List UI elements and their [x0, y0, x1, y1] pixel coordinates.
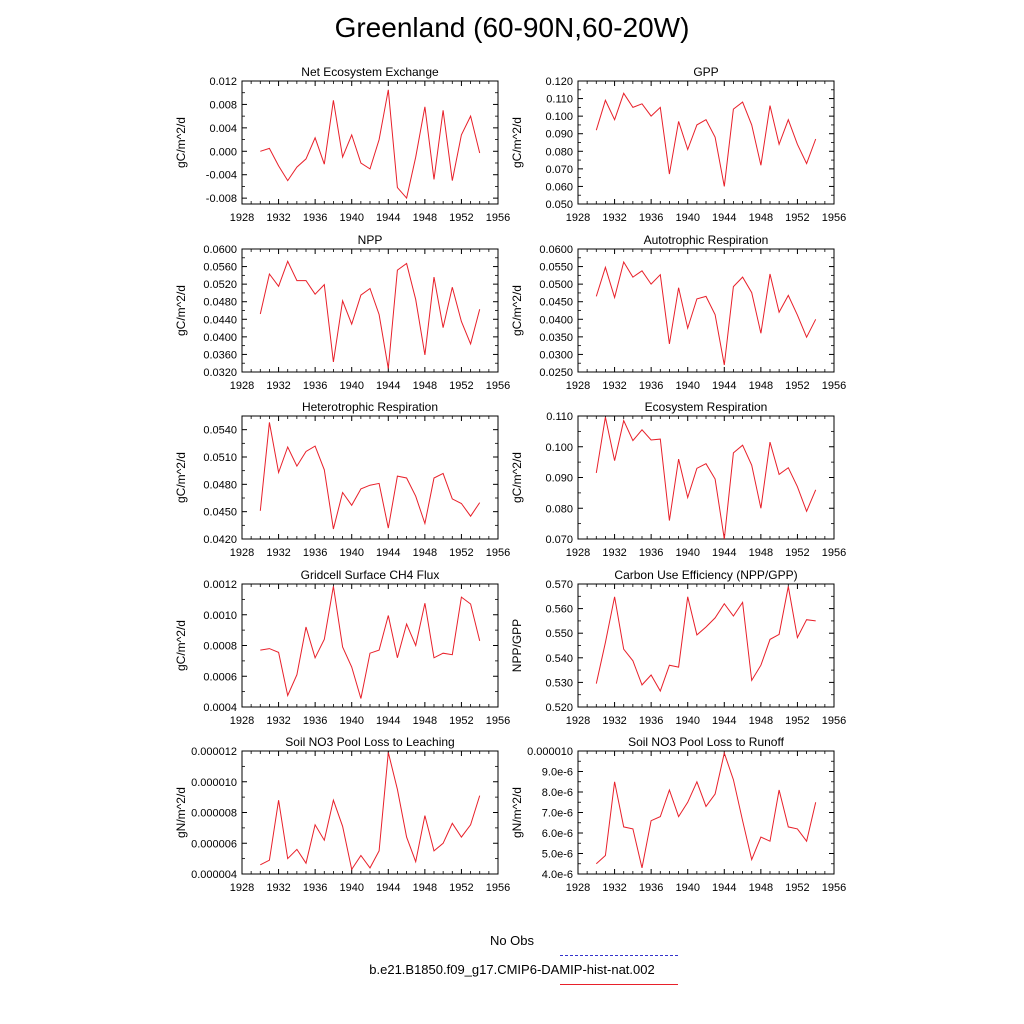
x-tick-label: 1928 — [565, 380, 591, 392]
x-tick-label: 1948 — [412, 547, 438, 559]
y-tick-label: 7.0e-6 — [541, 807, 573, 820]
y-axis-label: gC/m^2/d — [174, 285, 188, 336]
x-tick-label: 1928 — [565, 547, 591, 559]
y-axis-label: gC/m^2/d — [510, 285, 524, 336]
y-tick-label: 0.0480 — [203, 296, 237, 309]
x-tick-label: 1936 — [302, 715, 328, 727]
y-axis-label: gN/m^2/d — [510, 787, 524, 838]
chart-title: Heterotrophic Respiration — [301, 400, 439, 414]
x-tick-label: 1932 — [266, 715, 291, 727]
x-tick-label: 1956 — [821, 547, 847, 559]
x-tick-label: 1956 — [821, 212, 847, 224]
y-tick-label: 0.000 — [209, 146, 237, 159]
y-tick-label: 0.0450 — [203, 506, 237, 519]
y-tick-label: 0.000012 — [191, 746, 237, 758]
x-tick-label: 1928 — [229, 715, 255, 727]
x-tick-label: 1940 — [675, 882, 700, 894]
y-tick-label: 0.520 — [545, 702, 573, 714]
y-tick-label: 0.100 — [545, 111, 573, 124]
x-tick-label: 1948 — [748, 715, 774, 727]
y-tick-label: 0.0420 — [203, 534, 237, 546]
y-tick-label: 0.540 — [545, 652, 573, 665]
x-tick-label: 1948 — [748, 380, 774, 392]
x-tick-label: 1952 — [449, 547, 474, 559]
page-title: Greenland (60-90N,60-20W) — [334, 12, 690, 43]
x-tick-label: 1944 — [712, 212, 737, 224]
x-tick-label: 1952 — [785, 547, 810, 559]
chart-panel — [510, 233, 846, 392]
y-tick-label: 0.000008 — [191, 807, 237, 820]
series-line — [260, 422, 479, 529]
y-tick-label: 0.070 — [545, 163, 573, 176]
x-tick-label: 1932 — [602, 715, 627, 727]
y-tick-label: 0.0550 — [539, 261, 573, 274]
chart-panel — [510, 568, 846, 727]
y-tick-label: 0.0320 — [203, 367, 237, 379]
x-tick-label: 1928 — [565, 882, 591, 894]
y-axis-label: NPP/GPP — [510, 618, 524, 673]
x-tick-label: 1944 — [376, 380, 401, 392]
chart-panel — [510, 65, 846, 224]
x-tick-label: 1948 — [412, 715, 438, 727]
y-tick-label: 0.060 — [545, 181, 573, 194]
plot-frame — [578, 584, 834, 707]
y-tick-label: 0.0008 — [203, 640, 237, 653]
y-tick-label: 0.0440 — [203, 314, 237, 327]
chart-panel — [510, 735, 846, 894]
y-tick-label: 0.570 — [545, 579, 573, 591]
series-line — [596, 262, 815, 365]
x-tick-label: 1936 — [638, 212, 664, 224]
y-tick-label: 0.0600 — [203, 244, 237, 256]
y-tick-label: 0.080 — [545, 146, 573, 159]
x-tick-label: 1936 — [302, 882, 328, 894]
y-tick-label: 0.008 — [209, 99, 237, 112]
chart-title: Soil NO3 Pool Loss to Leaching — [285, 735, 455, 749]
x-tick-label: 1956 — [821, 882, 847, 894]
series-line — [596, 753, 815, 868]
y-tick-label: 0.0560 — [203, 261, 237, 274]
x-tick-label: 1956 — [821, 715, 847, 727]
x-tick-label: 1956 — [485, 882, 511, 894]
y-tick-label: 0.120 — [545, 76, 573, 88]
x-tick-label: 1944 — [376, 547, 401, 559]
y-tick-label: 0.000006 — [191, 838, 237, 851]
y-tick-label: 0.0350 — [539, 331, 573, 344]
chart-title: NPP — [357, 233, 383, 247]
x-tick-label: 1952 — [785, 715, 810, 727]
y-tick-label: 0.110 — [546, 411, 573, 423]
chart-title: Gridcell Surface CH4 Flux — [300, 568, 440, 582]
y-axis-label: gC/m^2/d — [510, 452, 524, 503]
x-tick-label: 1932 — [602, 547, 627, 559]
x-tick-label: 1948 — [412, 212, 438, 224]
x-tick-label: 1928 — [229, 212, 255, 224]
y-tick-label: -0.008 — [205, 193, 237, 206]
y-tick-label: 0.0540 — [203, 424, 237, 437]
y-tick-label: 0.090 — [545, 472, 573, 485]
x-tick-label: 1936 — [638, 547, 664, 559]
series-line — [260, 261, 479, 368]
x-tick-label: 1944 — [712, 882, 737, 894]
y-tick-label: 4.0e-6 — [541, 869, 573, 881]
y-tick-label: 0.0300 — [539, 349, 573, 362]
x-tick-label: 1928 — [229, 882, 255, 894]
x-tick-label: 1948 — [412, 380, 438, 392]
y-tick-label: 0.000010 — [527, 746, 573, 758]
y-tick-label: 0.0004 — [203, 702, 237, 714]
legend-model-swatch — [560, 984, 678, 985]
x-tick-label: 1956 — [485, 715, 511, 727]
y-tick-label: 0.0450 — [539, 296, 573, 309]
series-line — [596, 93, 815, 186]
x-tick-label: 1940 — [675, 715, 700, 727]
x-tick-label: 1928 — [229, 380, 255, 392]
x-tick-label: 1932 — [602, 212, 627, 224]
x-tick-label: 1932 — [602, 882, 627, 894]
chart-panel — [174, 233, 510, 392]
y-tick-label: 0.000010 — [191, 776, 237, 789]
legend-model-label: b.e21.B1850.f09_g17.CMIP6-DAMIP-hist-nat.002 — [369, 962, 655, 977]
plot-frame — [242, 584, 498, 707]
x-tick-label: 1944 — [376, 715, 401, 727]
x-tick-label: 1948 — [412, 882, 438, 894]
x-tick-label: 1948 — [748, 547, 774, 559]
y-tick-label: 8.0e-6 — [541, 787, 573, 799]
x-tick-label: 1940 — [339, 547, 364, 559]
plot-frame — [242, 249, 498, 372]
y-tick-label: 0.004 — [209, 122, 237, 135]
x-tick-label: 1940 — [339, 715, 364, 727]
x-tick-label: 1956 — [821, 380, 847, 392]
y-axis-label: gC/m^2/d — [174, 452, 188, 503]
chart-panel — [174, 65, 510, 224]
chart-title: Ecosystem Respiration — [644, 400, 768, 414]
y-tick-label: 0.0012 — [203, 579, 237, 591]
x-tick-label: 1956 — [485, 380, 511, 392]
chart-panel — [174, 735, 510, 894]
x-tick-label: 1928 — [229, 547, 255, 559]
plot-frame — [578, 416, 834, 539]
y-tick-label: 0.0360 — [203, 349, 237, 362]
plot-frame — [242, 416, 498, 539]
y-tick-label: 0.090 — [545, 128, 573, 141]
x-tick-label: 1944 — [712, 715, 737, 727]
y-axis-label: gC/m^2/d — [510, 117, 524, 168]
x-tick-label: 1952 — [785, 882, 810, 894]
series-line — [260, 90, 479, 198]
y-tick-label: 0.0500 — [539, 279, 573, 292]
y-tick-label: 0.0400 — [203, 331, 237, 344]
chart-panel — [174, 400, 510, 559]
series-line — [260, 586, 479, 698]
x-tick-label: 1952 — [449, 715, 474, 727]
y-tick-label: 0.530 — [545, 677, 573, 690]
series-line — [596, 587, 815, 692]
x-tick-label: 1936 — [302, 380, 328, 392]
x-tick-label: 1932 — [266, 212, 291, 224]
y-tick-label: 0.0010 — [203, 609, 237, 622]
legend-obs-label: No Obs — [489, 933, 535, 948]
y-tick-label: 0.050 — [545, 199, 573, 211]
chart-title: Net Ecosystem Exchange — [301, 65, 439, 79]
y-tick-label: 0.012 — [209, 76, 237, 88]
y-tick-label: 0.080 — [545, 503, 573, 516]
y-axis-label: gN/m^2/d — [174, 787, 188, 838]
x-tick-label: 1940 — [339, 212, 364, 224]
series-line — [596, 417, 815, 539]
y-tick-label: 0.0600 — [539, 244, 573, 256]
x-tick-label: 1956 — [485, 212, 511, 224]
x-tick-label: 1940 — [339, 882, 364, 894]
x-tick-label: 1952 — [449, 882, 474, 894]
x-tick-label: 1944 — [712, 380, 737, 392]
x-tick-label: 1936 — [638, 882, 664, 894]
plot-frame — [578, 751, 834, 874]
chart-panel — [174, 568, 510, 727]
x-tick-label: 1936 — [302, 547, 328, 559]
chart-title: Soil NO3 Pool Loss to Runoff — [628, 735, 784, 749]
y-tick-label: 0.0520 — [203, 279, 237, 292]
chart-title: GPP — [693, 65, 719, 79]
x-tick-label: 1932 — [266, 380, 291, 392]
x-tick-label: 1952 — [449, 212, 474, 224]
x-tick-label: 1944 — [376, 882, 401, 894]
x-tick-label: 1956 — [485, 547, 511, 559]
y-tick-label: -0.004 — [205, 169, 237, 182]
x-tick-label: 1940 — [339, 380, 364, 392]
series-line — [260, 753, 479, 870]
y-tick-label: 6.0e-6 — [541, 828, 573, 840]
x-tick-label: 1940 — [675, 212, 700, 224]
x-tick-label: 1952 — [449, 380, 474, 392]
y-tick-label: 0.560 — [545, 603, 573, 616]
x-tick-label: 1952 — [785, 380, 810, 392]
x-tick-label: 1948 — [748, 882, 774, 894]
x-tick-label: 1948 — [748, 212, 774, 224]
chart-panel — [510, 400, 846, 559]
y-tick-label: 0.110 — [546, 93, 573, 106]
y-axis-label: gC/m^2/d — [174, 117, 188, 168]
x-tick-label: 1928 — [565, 715, 591, 727]
y-tick-label: 0.0250 — [539, 367, 573, 379]
x-tick-label: 1940 — [675, 380, 700, 392]
y-tick-label: 0.0400 — [539, 314, 573, 327]
y-tick-label: 5.0e-6 — [541, 848, 573, 861]
y-tick-label: 0.550 — [545, 628, 573, 641]
y-tick-label: 0.0480 — [203, 479, 237, 492]
x-tick-label: 1944 — [376, 212, 401, 224]
x-tick-label: 1932 — [266, 547, 291, 559]
y-tick-label: 0.0510 — [203, 452, 237, 464]
chart-title: Carbon Use Efficiency (NPP/GPP) — [614, 568, 798, 582]
x-tick-label: 1952 — [785, 212, 810, 224]
y-tick-label: 0.0006 — [203, 671, 237, 684]
chart-title: Autotrophic Respiration — [643, 233, 769, 247]
x-tick-label: 1944 — [712, 547, 737, 559]
y-tick-label: 0.070 — [545, 534, 573, 546]
x-tick-label: 1928 — [565, 212, 591, 224]
x-tick-label: 1936 — [302, 212, 328, 224]
x-tick-label: 1940 — [675, 547, 700, 559]
y-tick-label: 0.100 — [545, 441, 573, 454]
y-tick-label: 0.000004 — [191, 869, 237, 881]
x-tick-label: 1932 — [602, 380, 627, 392]
x-tick-label: 1936 — [638, 715, 664, 727]
x-tick-label: 1932 — [266, 882, 291, 894]
legend-obs-swatch — [560, 955, 678, 956]
y-tick-label: 9.0e-6 — [541, 766, 573, 779]
x-tick-label: 1936 — [638, 380, 664, 392]
y-axis-label: gC/m^2/d — [174, 620, 188, 671]
plot-frame — [578, 81, 834, 204]
